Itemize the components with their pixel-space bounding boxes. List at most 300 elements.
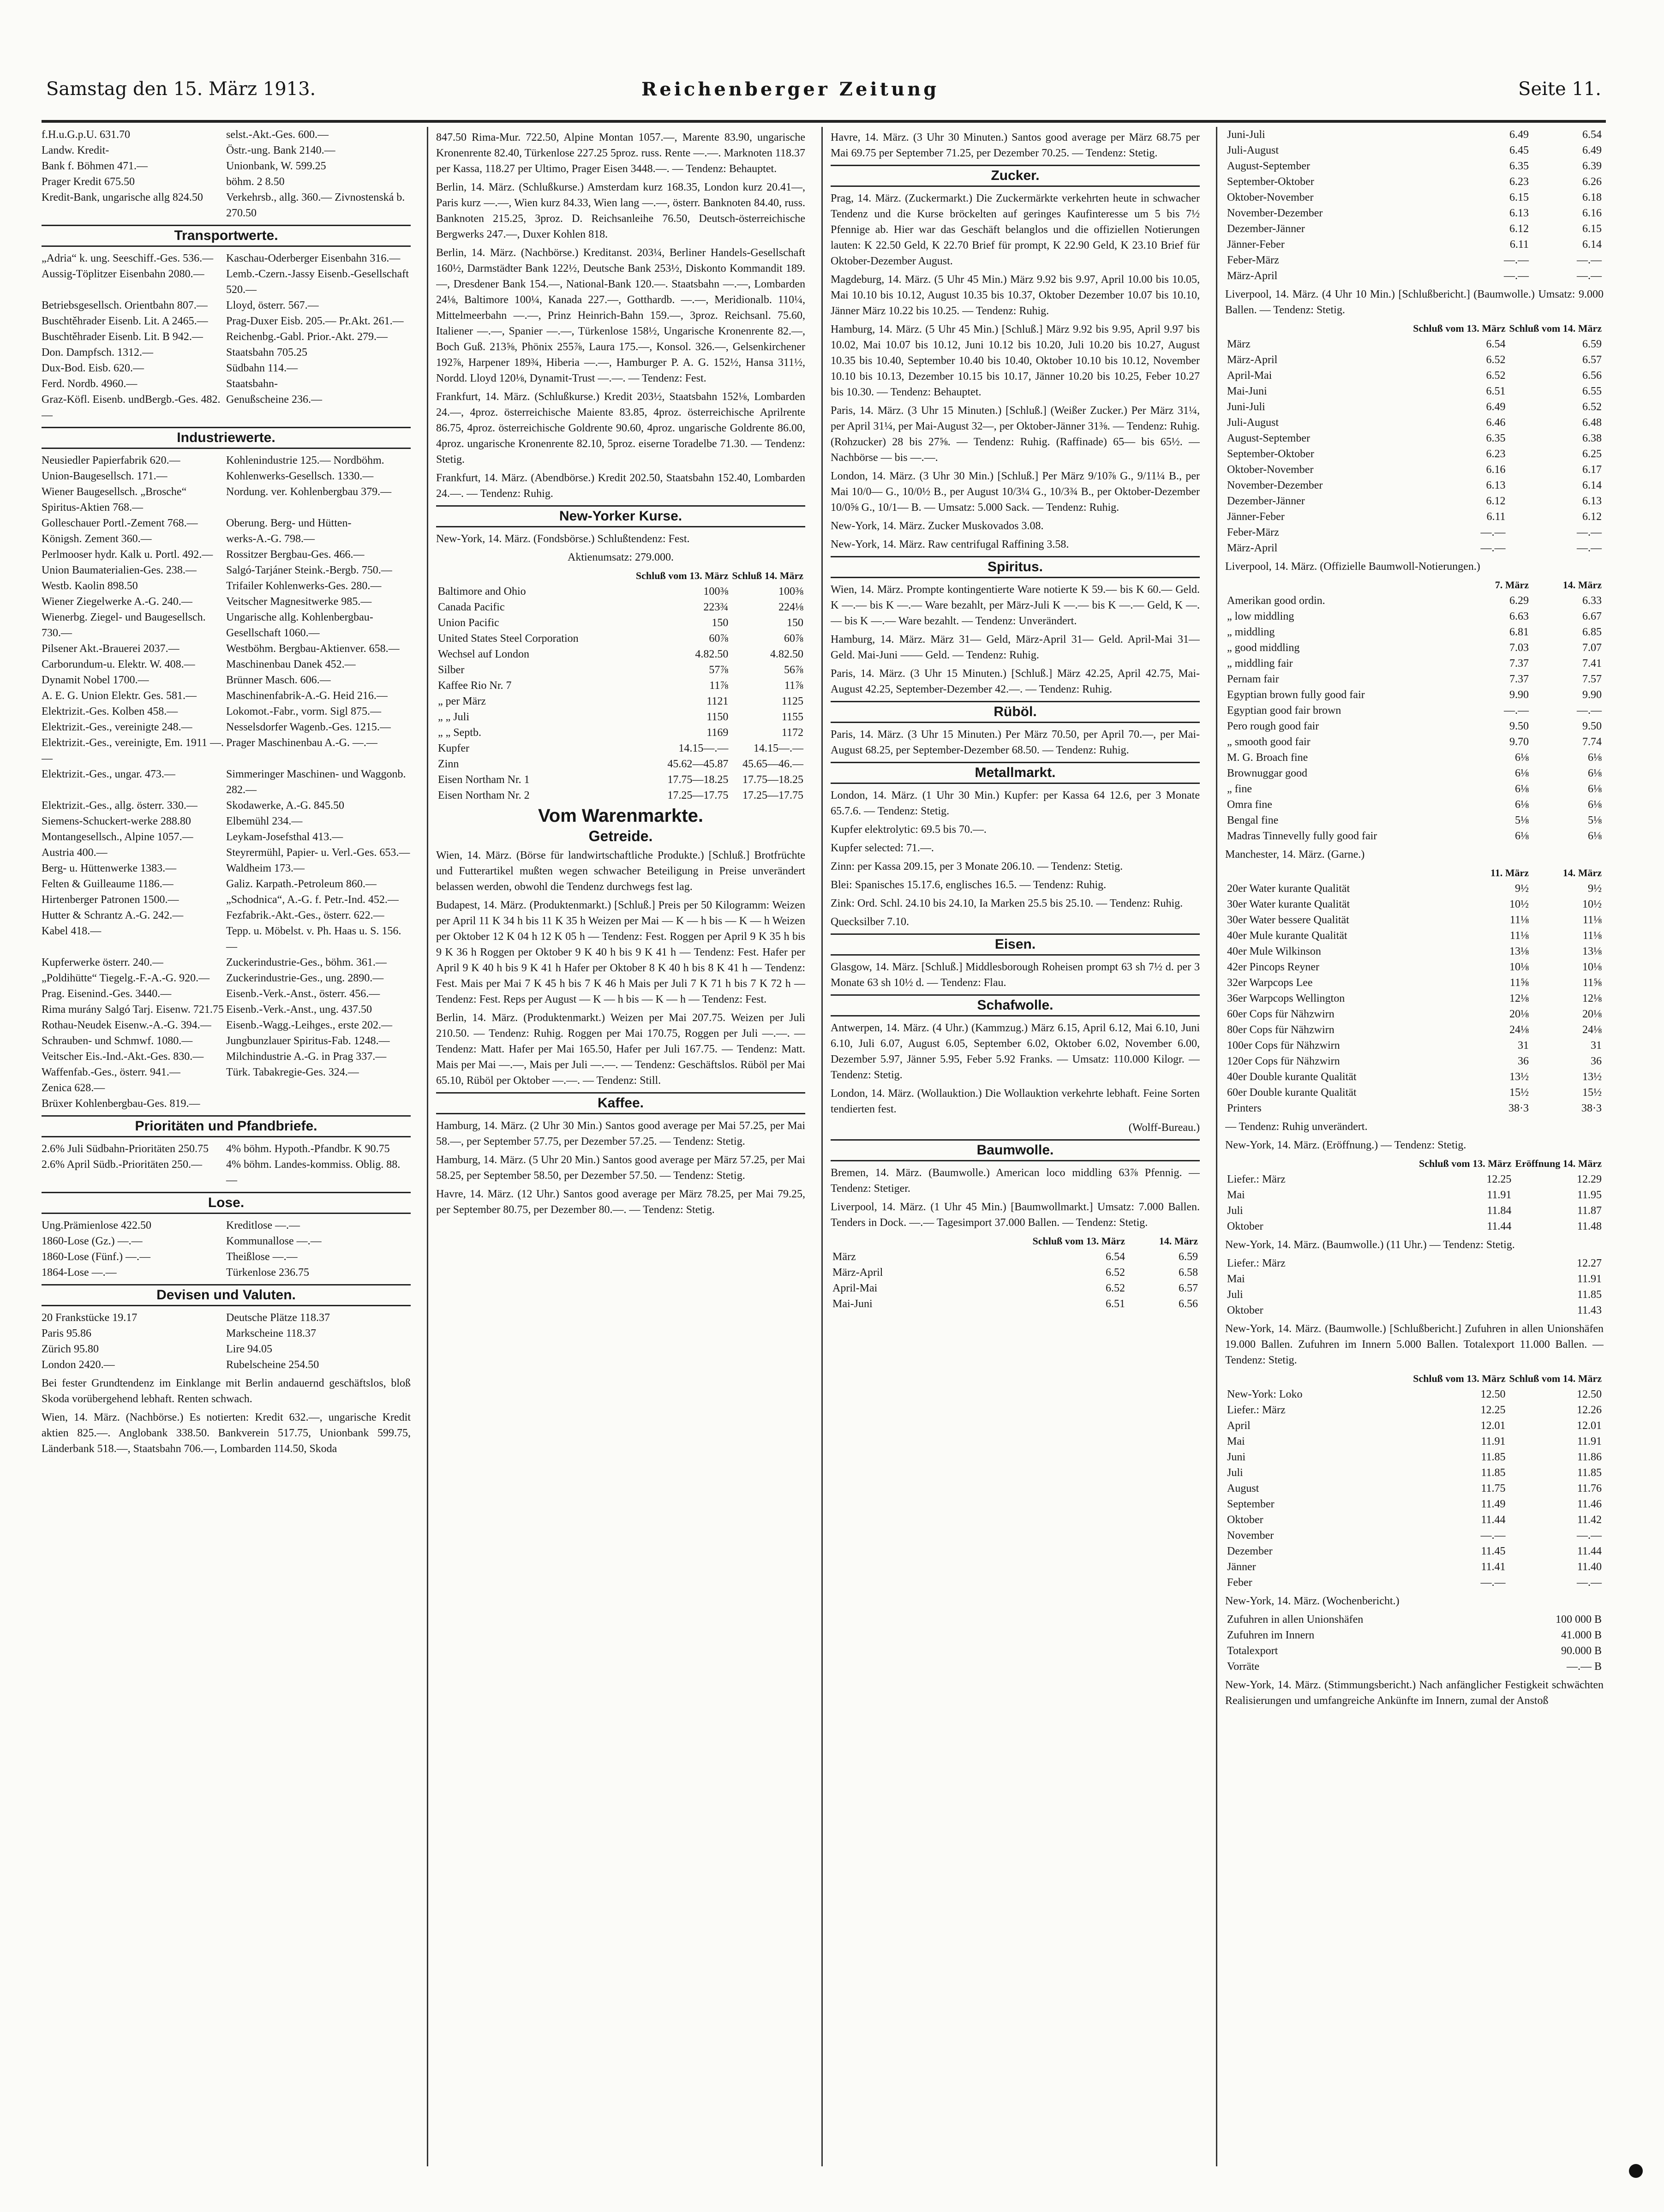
value-entry: Westb. Kaolin 898.50 <box>42 580 138 592</box>
table-cell: 12.29 <box>1577 1173 1602 1185</box>
liverpool-baumwolle: Liverpool, 14. März. (1 Uhr 45 Min.) [Baumwollmarkt.] Umsatz: 7.000 Ballen. Tenders in Dock. —.— Tagesimport 37.000 Ballen. — Tendenz: Stetig. <box>831 1201 1200 1229</box>
wien-getreide: Wien, 14. März. (Börse für landwirtschaftliche Produkte.) [Schluß.] Brotfrüchte und Futterartikel mußten wegen schwacher Beteiligung in Preise unverändert belassen werden, obwohl die Tendenz durchwegs fest lag. <box>436 849 805 893</box>
table-row <box>1225 734 1604 750</box>
kupfer-elektrolytic: Kupfer elektrolytic: 69.5 bis 70.—. <box>831 824 987 836</box>
table-row <box>1225 1449 1604 1465</box>
value-pair-row <box>42 610 411 641</box>
table-cell: 20er Water kurante Qualität <box>1227 883 1350 895</box>
devisen-list <box>42 1310 411 1373</box>
table-cell: Mai <box>1227 1189 1245 1201</box>
london-zucker: London, 14. März. (3 Uhr 30 Min.) [Schluß.] Per März 9/10⅞ G., 9/11¼ B., per Mai 10/0— G., 10/0½ B., per August 10/3¼ G., 10/3¾ B., per Oktober-Dezember 10/0⅝ G., 10/1— B. — Umsatz: 5.000 Sack. — Tendenz: Ruhig. <box>831 470 1200 514</box>
london-wollauktion: London, 14. März. (Wollauktion.) Die Wollauktion verkehrte lebhaft. Feine Sorten tendierten fest. <box>831 1088 1200 1115</box>
value-entry: Bank f. Böhmen 471.— <box>42 160 148 172</box>
value-entry: Theißlose —.— <box>226 1251 298 1263</box>
havre-kaffee-2: Havre, 14. März. (3 Uhr 30 Minuten.) Santos good average per März 68.75 per Mai 69.75 per September 71.25, per Dezember 70.25. — Tendenz: Stetig. <box>831 132 1200 159</box>
table-cell: 12.26 <box>1577 1404 1602 1416</box>
table-row <box>1225 430 1604 446</box>
table-cell: 45.62—45.87 <box>667 758 729 770</box>
table-row <box>831 1265 1200 1280</box>
table-row <box>1225 624 1604 640</box>
table-header-cell <box>436 568 634 584</box>
hamburg-kaffee-2: Hamburg, 14. März. (5 Uhr 20 Min.) Santos good average per März 57.25, per Mai 58.25, per September 58.50, per Dezember 57.50. — Tendenz: Stetig. <box>436 1154 805 1182</box>
table-cell: Juni-Juli <box>1227 401 1265 413</box>
value-entry: Prager Kredit 675.50 <box>42 176 135 188</box>
table-cell: 6.56 <box>1179 1298 1198 1310</box>
table-cell: Oktober <box>1227 1220 1263 1232</box>
table-row <box>1225 1006 1604 1022</box>
value-pair-row <box>42 845 411 861</box>
hamburg-kaffee-1: Hamburg, 14. März. (2 Uhr 30 Min.) Santos good average per Mai 57.25, per Mai 58.—, per September 57.75, per Dezember 57.25. — Tendenz: Stetig. <box>436 1120 805 1148</box>
table-cell: 6.13 <box>1509 207 1529 219</box>
value-pair-row <box>42 876 411 892</box>
value-entry: Veitscher Magnesitwerke 985.— <box>226 596 372 608</box>
table-cell: 120er Cops für Nähzwirn <box>1227 1055 1340 1067</box>
table-cell: 1172 <box>781 727 803 739</box>
table-header-row <box>1225 1156 1604 1172</box>
newyork-baumwolle-11: New-York, 14. März. (Baumwolle.) (11 Uhr.) — Tendenz: Stetig. <box>1225 1239 1515 1251</box>
value-entry: Lloyd, österr. 567.— <box>226 299 319 311</box>
value-entry: Kredit-Bank, ungarische allg 824.50 <box>42 191 203 203</box>
table-row <box>1225 143 1604 158</box>
value-pair-row <box>42 531 411 547</box>
value-pair-row <box>42 578 411 594</box>
table-row <box>1225 1481 1604 1496</box>
table-cell: 6.52 <box>1106 1267 1125 1279</box>
table-cell: —.— <box>1577 526 1602 538</box>
value-entry: Kupferwerke österr. 240.— <box>42 957 163 968</box>
table-cell: 100⅜ <box>778 586 803 598</box>
table-cell: 11.91 <box>1481 1435 1506 1447</box>
table-row <box>1225 525 1604 540</box>
value-pair-row <box>42 329 411 345</box>
table-cell: 6.51 <box>1486 385 1506 397</box>
table-row <box>1225 944 1604 959</box>
table-cell: Oktober-November <box>1227 191 1314 203</box>
table-row <box>436 646 805 662</box>
table-cell: Oktober <box>1227 1514 1263 1526</box>
value-entry: Tepp. u. Möbelst. v. Ph. Haas u. S. 156.— <box>226 925 401 953</box>
table-row <box>1225 383 1604 399</box>
table-row <box>1225 1100 1604 1116</box>
table-cell: 224⅛ <box>778 601 803 613</box>
value-pair-row <box>42 468 411 484</box>
value-entry: Golleschauer Portl.-Zement 768.— <box>42 517 198 529</box>
table-row <box>1225 336 1604 352</box>
value-entry: Ferd. Nordb. 4960.— <box>42 378 138 390</box>
table-row <box>1225 1387 1604 1402</box>
table-cell: 7.07 <box>1582 642 1602 654</box>
value-entry: werks-A.-G. 798.— <box>226 533 315 545</box>
glasgow-eisen: Glasgow, 14. März. [Schluß.] Middlesborough Roheisen prompt 63 sh 7½ d. per 3 Monate 63 sh 10½ d. — Tendenz: Flau. <box>831 961 1200 989</box>
newyork-kurse-table <box>436 568 805 803</box>
value-pair-row <box>42 158 411 174</box>
table-row <box>1225 1512 1604 1528</box>
table-cell: 7.37 <box>1509 673 1529 685</box>
table-cell: 7.74 <box>1582 736 1602 748</box>
table-header-cell: Eröffnung 14. März <box>1515 1158 1602 1169</box>
value-entry: Eisenb.-Verk.-Anst., österr. 456.— <box>226 988 380 1000</box>
table-cell: 38·3 <box>1508 1102 1529 1114</box>
value-entry: Südbahn 114.— <box>226 362 298 374</box>
value-entry: Kommunallose —.— <box>226 1235 322 1247</box>
table-cell: Oktober <box>1227 1304 1263 1316</box>
section-rueboel: Rüböl. <box>831 701 1200 723</box>
table-row <box>1225 415 1604 430</box>
value-entry: Dynamit Nobel 1700.— <box>42 674 149 686</box>
section-devisen: Devisen und Valuten. <box>42 1284 411 1306</box>
table-cell: —.— <box>1504 270 1529 282</box>
value-pair-row <box>42 798 411 813</box>
frankfurt-schluss: Frankfurt, 14. März. (Schlußkurse.) Kredit 203½, Staatsbahn 152⅛, Lombarden 24.—, 4proz. österreichische Maiente 83.85, 4proz. österreichische Aprilrente 86.75, 4proz. österreichische Goldrente 90.60, 4proz. ungarische Goldrente 86.00, 4proz. ungarische Kronenrente 82.10, 5proz. eiserne Toradelbe 71.30. — Tendenz: Stetig. <box>436 391 805 466</box>
table-cell: 6⅛ <box>1515 830 1529 842</box>
table-cell: 6.11 <box>1509 239 1529 251</box>
table-row <box>1225 881 1604 897</box>
table-row <box>436 584 805 599</box>
table-cell: 6⅛ <box>1515 767 1529 779</box>
newyork-11-table <box>1225 1255 1604 1318</box>
table-header-cell <box>1225 865 1458 881</box>
table-cell: 6.45 <box>1509 144 1529 156</box>
table-cell: 6.18 <box>1582 191 1602 203</box>
table-row <box>1225 1255 1604 1271</box>
table-cell: 6.56 <box>1582 370 1602 382</box>
table-cell: „ fine <box>1227 783 1252 795</box>
berlin-schluss: Berlin, 14. März. (Schlußkurse.) Amsterdam kurz 168.35, London kurz 20.41—, Paris kurz —.—, Wien kurz 84.33, Wien lang —.—, österr. Banknoten 84.40, russ. Banknoten 215.25, 3proz. D. Reichsanleihe 76.50, Deutsch-österreichische Bergwerks 247.—, Duxer Kohlen 818. <box>436 181 805 240</box>
value-entry: 2.6% Juli Südbahn-Prioritäten 250.75 <box>42 1143 209 1155</box>
table-row <box>1225 897 1604 912</box>
table-row <box>1225 1543 1604 1559</box>
value-pair-row <box>42 923 411 955</box>
table-cell: 31 <box>1518 1040 1529 1052</box>
table-cell: 6⅛ <box>1588 830 1602 842</box>
table-cell: —.— <box>1504 705 1529 717</box>
table-row <box>1225 975 1604 991</box>
table-row <box>1225 703 1604 718</box>
table-cell: „ low middling <box>1227 610 1294 622</box>
table-cell: 20⅛ <box>1509 1008 1529 1020</box>
value-entry: Zuckerindustrie-Ges., ung. 2890.— <box>226 972 384 984</box>
value-entry: Elektrizit.-Ges., allg. österr. 330.— <box>42 800 198 812</box>
value-entry: London 2420.— <box>42 1359 115 1371</box>
value-entry: Dux-Bod. Eisb. 620.— <box>42 362 144 374</box>
table-cell: —.— <box>1504 254 1529 266</box>
value-entry: Prag. Eisenind.-Ges. 3440.— <box>42 988 172 1000</box>
table-cell: Pernam fair <box>1227 673 1279 685</box>
budapest-getreide: Budapest, 14. März. (Produktenmarkt.) [Schluß.] Preis per 50 Kilogramm: Weizen per April 11 K 34 h bis 11 K 35 h Weizen per Mai — K — h bis — K — h Weizen per Oktober 12 K 04 h 12 K 05 h — Tendenz: Fest. Roggen per April 9 K 35 h bis 9 K 36 h Roggen per Oktober 9 K 40 h bis 9 K 41 h — Tendenz: Fest. Hafer per April 9 K 40 h bis 9 K 41 h Hafer per Oktober 8 K 40 h bis 8 K 41 h — Tendenz: Fest. Mais per Mai 7 K 45 h bis 7 K 46 h Mais per Juli 7 K 71 h bis 7 K 72 h — Tendenz: Fest. Reps per August — K — h bis — K — h — Tendenz: Fest. <box>436 899 805 1005</box>
value-entry: Genußscheine 236.— <box>226 394 322 406</box>
table-row <box>1225 509 1604 525</box>
table-cell: 40er Mule Wilkinson <box>1227 945 1321 957</box>
london-kupfer: London, 14. März. (1 Uhr 30 Min.) Kupfer: per Kassa 64 12.6, per 3 Monate 65.7.6. — Tendenz: Stetig. <box>831 789 1200 817</box>
zink: Zink: Ord. Schl. 24.10 bis 24.10, Ia Marken 25.5 bis 25.10. — Tendenz: Ruhig. <box>831 897 1183 909</box>
value-pair-row <box>42 719 411 735</box>
paris-zucker: Paris, 14. März. (3 Uhr 15 Minuten.) [Schluß.] (Weißer Zucker.) Per März 31¼, per April 31¼, per Mai-August 32—, per Oktober-Jänner 31⅜. — Tendenz: Ruhig. (Rohzucker) 28 bis 27⅝. — Tendenz: Ruhig. (Raffinade) 65— bis 65½. — Nachbörse — bis —.—. <box>831 405 1200 464</box>
table-cell: —.— <box>1577 705 1602 717</box>
table-cell: 6.49 <box>1486 401 1506 413</box>
newyork-wochenbericht: New-York, 14. März. (Wochenbericht.) <box>1225 1595 1400 1607</box>
table-header-cell: Schluß vom 13. März <box>1413 323 1506 334</box>
table-cell: —.— <box>1577 270 1602 282</box>
value-entry: Veitscher Eis.-Ind.-Akt.-Ges. 830.— <box>42 1051 204 1063</box>
table-cell: 30er Water kurante Qualität <box>1227 898 1350 910</box>
value-entry: Kohlenwerks-Gesellsch. 1330.— <box>226 470 374 482</box>
value-pair-row <box>42 735 411 766</box>
value-entry: Trifailer Kohlenwerks-Ges. 280.— <box>226 580 382 592</box>
table-cell: 6.54 <box>1106 1251 1125 1263</box>
table-row <box>1225 928 1604 944</box>
value-pair-row <box>42 1033 411 1049</box>
value-pair-row <box>42 190 411 221</box>
table-cell: —.— B <box>1566 1661 1602 1673</box>
table-cell: 11.41 <box>1481 1561 1506 1573</box>
table-cell: 11.85 <box>1481 1467 1506 1479</box>
value-entry: Elektrizit.-Ges., vereinigte, Em. 1911 —.— <box>42 737 224 765</box>
table-cell: 11.86 <box>1577 1451 1602 1463</box>
value-entry: Königsh. Zement 360.— <box>42 533 152 545</box>
value-entry: Lire 94.05 <box>226 1343 272 1355</box>
newyork-eroeffnung: New-York, 14. März. (Eröffnung.) — Tendenz: Stetig. <box>1225 1139 1466 1151</box>
table-cell: 11.85 <box>1481 1451 1506 1463</box>
table-cell: Juni-Juli <box>1227 129 1265 141</box>
table-row <box>1225 1612 1604 1627</box>
value-entry: Lokomot.-Fabr., vorm. Sigl 875.— <box>226 705 381 717</box>
table-row <box>1225 493 1604 509</box>
table-cell: September <box>1227 1498 1275 1510</box>
bremen-baumwolle: Bremen, 14. März. (Baumwolle.) American loco middling 63⅞ Pfennig. — Tendenz: Stetiger. <box>831 1167 1200 1195</box>
table-cell: 7.57 <box>1582 673 1602 685</box>
page-number: Seite 11. <box>1518 78 1601 100</box>
table-cell: Mai-Juni <box>832 1298 873 1310</box>
liverpool-table-cont <box>1225 127 1604 284</box>
table-cell: 150 <box>787 617 803 629</box>
value-pair-row <box>42 1249 411 1265</box>
table-cell: Totalexport <box>1227 1645 1278 1657</box>
value-entry: Salgó-Tarjáner Steink.-Bergb. 750.— <box>226 564 392 576</box>
table-cell: 90.000 B <box>1561 1645 1602 1657</box>
wien-spiritus: Wien, 14. März. Prompte kontingentierte Ware notierte K 59.— bis K 60.— Geld. K —.— bis K —.— Ware bezahlt, per März-Juli K —.— bis K —.— Geld, K —.— bis K —.— Ware bezahlt. — Tendenz: Unverändert. <box>831 584 1200 627</box>
table-row <box>1225 237 1604 252</box>
table-row <box>436 631 805 646</box>
table-header-cell <box>1225 321 1411 336</box>
value-entry: Unionbank, W. 599.25 <box>226 160 326 172</box>
value-entry: Waldheim 173.— <box>226 862 305 874</box>
value-entry: Brünner Masch. 606.— <box>226 674 331 686</box>
blei: Blei: Spanisches 15.17.6, englisches 16.5. — Tendenz: Ruhig. <box>831 879 1107 891</box>
section-kaffee: Kaffee. <box>436 1092 805 1114</box>
table-cell: 17.75—18.25 <box>667 774 729 786</box>
table-cell: 6.54 <box>1486 338 1506 350</box>
table-cell: New-York: Loko <box>1227 1388 1303 1400</box>
value-entry: Wienerbg. Ziegel- und Baugesellsch. 730.— <box>42 611 206 639</box>
value-entry: 1860-Lose (Fünf.) —.— <box>42 1251 150 1263</box>
value-entry: Kreditlose —.— <box>226 1220 300 1232</box>
table-cell: 100 000 B <box>1555 1614 1602 1626</box>
value-pair-row <box>42 1157 411 1188</box>
table-cell: 5⅛ <box>1588 814 1602 826</box>
table-cell: 6.48 <box>1582 417 1602 429</box>
section-newyork-kurse: New-Yorker Kurse. <box>436 505 805 527</box>
table-cell: United States Steel Corporation <box>438 633 579 645</box>
table-cell: 14.15—.— <box>678 742 729 754</box>
transport-values-list <box>42 251 411 423</box>
table-cell: August-September <box>1227 432 1310 444</box>
value-pair-row <box>42 1310 411 1326</box>
table-cell: —.— <box>1577 254 1602 266</box>
table-cell: 17.25—17.75 <box>742 789 803 801</box>
table-cell: Bengal fine <box>1227 814 1279 826</box>
table-cell: Juni <box>1227 1451 1246 1463</box>
liverpool-table <box>831 1233 1200 1312</box>
value-entry: Maschinenbau Danek 452.— <box>226 658 356 670</box>
table-cell: 9.50 <box>1582 720 1602 732</box>
table-cell: 45.65—46.— <box>742 758 803 770</box>
table-row <box>1225 1203 1604 1219</box>
value-pair-row <box>42 484 411 515</box>
table-cell: November <box>1227 1530 1274 1542</box>
table-row <box>1225 252 1604 268</box>
table-row <box>436 615 805 631</box>
section-spiritus: Spiritus. <box>831 556 1200 578</box>
table-cell: Mai-Juni <box>1227 385 1267 397</box>
table-cell: 80er Cops für Nähzwirn <box>1227 1024 1335 1036</box>
table-cell: 15½ <box>1509 1087 1529 1099</box>
table-row <box>1225 190 1604 205</box>
manchester-garne: Manchester, 14. März. (Garne.) <box>1225 849 1365 861</box>
table-row <box>1225 127 1604 143</box>
value-entry: Siemens-Schuckert-werke 288.80 <box>42 815 191 827</box>
lose-list <box>42 1218 411 1280</box>
table-row <box>1225 1575 1604 1590</box>
table-header-cell: Schluß vom 14. März <box>1509 1373 1602 1384</box>
table-row <box>1225 1172 1604 1187</box>
table-cell: 6.67 <box>1582 610 1602 622</box>
table-cell: —.— <box>1480 1577 1506 1589</box>
table-cell: Vorräte <box>1227 1661 1260 1673</box>
value-entry: Ung.Prämienlose 422.50 <box>42 1220 151 1232</box>
value-pair-row <box>42 1357 411 1373</box>
liverpool-schluss-table <box>1225 321 1604 556</box>
table-cell: Juli <box>1227 1467 1243 1479</box>
table-cell: 11.49 <box>1481 1498 1506 1510</box>
table-cell: Liefer.: März <box>1227 1404 1286 1416</box>
value-pair-row <box>42 1265 411 1280</box>
table-cell: 223¾ <box>703 601 729 613</box>
table-cell: 6.58 <box>1179 1267 1198 1279</box>
column-4 <box>1225 127 1604 2166</box>
value-entry: Union Baumaterialien-Ges. 238.— <box>42 564 197 576</box>
table-row <box>831 1296 1200 1312</box>
bank-values-list <box>42 127 411 221</box>
table-row <box>1225 828 1604 844</box>
table-row <box>1225 1038 1604 1053</box>
table-cell: 11.44 <box>1481 1514 1506 1526</box>
table-cell: Brownuggar good <box>1227 767 1307 779</box>
column-rule <box>427 127 428 2166</box>
wien-report-cont: 847.50 Rima-Mur. 722.50, Alpine Montan 1057.—, Marente 83.90, ungarische Kronenrente 82.40, Türkenlose 227.25 5proz. russ. Rente —.—. Marknoten 118.37 per Kassa, 118.27 per Ultimo, Prager Eisen 3448.—. — Tendenz: Behauptet. <box>436 132 805 175</box>
table-cell: 42er Pincops Reyner <box>1227 961 1319 973</box>
table-cell: 6.29 <box>1509 595 1529 607</box>
table-row <box>1225 399 1604 415</box>
table-row <box>436 678 805 693</box>
newyork-schluss-table <box>1225 1371 1604 1590</box>
value-entry: Buschtěhrader Eisenb. Lit. B 942.— <box>42 331 203 343</box>
table-header-row <box>1225 321 1604 336</box>
table-cell: 12.27 <box>1577 1257 1602 1269</box>
table-cell: 13½ <box>1509 1071 1529 1083</box>
table-cell: 6⅛ <box>1588 783 1602 795</box>
table-cell: 12.50 <box>1577 1388 1602 1400</box>
table-cell: 60er Cops für Nähzwirn <box>1227 1008 1335 1020</box>
table-cell: Canada Pacific <box>438 601 505 613</box>
table-row <box>1225 959 1604 975</box>
table-row <box>1225 352 1604 368</box>
table-row <box>831 1249 1200 1265</box>
table-cell: 6.49 <box>1582 144 1602 156</box>
value-entry: Reichenbg.-Gabl. Prior.-Akt. 279.— <box>226 331 388 343</box>
table-row <box>831 1280 1200 1296</box>
table-cell: 31 <box>1591 1040 1602 1052</box>
table-cell: 6.15 <box>1509 191 1529 203</box>
table-cell: „ „ Juli <box>438 711 469 723</box>
table-cell: Madras Tinnevelly fully good fair <box>1227 830 1377 842</box>
table-cell: 100⅜ <box>703 586 729 598</box>
table-row <box>1225 1496 1604 1512</box>
value-entry: Lemb.-Czern.-Jassy Eisenb.-Gesellschaft 520.— <box>226 268 409 296</box>
value-entry: Prag-Duxer Eisb. 205.— Pr.Akt. 261.— <box>226 315 404 327</box>
value-entry: Elektrizit.-Ges. Kolben 458.— <box>42 705 178 717</box>
table-cell: März-April <box>1227 354 1278 366</box>
table-cell: Dezember <box>1227 1545 1273 1557</box>
table-row <box>1225 1219 1604 1234</box>
table-cell: September-Oktober <box>1227 176 1314 188</box>
value-entry: Verkehrsb., allg. 360.— Zivnostenská b. 270.50 <box>226 191 405 219</box>
table-cell: Silber <box>438 664 465 676</box>
table-cell: 6.26 <box>1582 176 1602 188</box>
table-row <box>1225 1465 1604 1481</box>
value-pair-row <box>42 829 411 845</box>
table-cell: Pero rough good fair <box>1227 720 1319 732</box>
table-cell: 1155 <box>781 711 803 723</box>
table-cell: 9.70 <box>1509 736 1529 748</box>
table-cell: 6.49 <box>1509 129 1529 141</box>
table-cell: April <box>1227 1420 1251 1432</box>
table-cell: 9½ <box>1515 883 1529 895</box>
value-entry: Jungbunzlauer Spiritus-Fab. 1248.— <box>226 1035 390 1047</box>
table-cell: 6.11 <box>1486 511 1506 523</box>
value-entry: 4% böhm. Hypoth.-Pfandbr. K 90.75 <box>226 1143 390 1155</box>
value-entry <box>226 1080 411 1096</box>
table-cell: Kupfer <box>438 742 469 754</box>
table-header-cell: Schluß 14. März <box>732 570 803 581</box>
table-cell: 36 <box>1518 1055 1529 1067</box>
value-entry: Staatsbahn- <box>226 378 278 390</box>
section-lose: Lose. <box>42 1192 411 1214</box>
table-header-cell: Schluß vom 14. März <box>1509 323 1602 334</box>
table-header-cell: Schluß vom 13. März <box>1419 1158 1512 1169</box>
table-cell: 6.54 <box>1582 129 1602 141</box>
table-cell: 6.14 <box>1582 479 1602 491</box>
value-pair-row <box>42 174 411 190</box>
value-pair-row <box>42 672 411 688</box>
value-entry: Union-Baugesellsch. 171.— <box>42 470 168 482</box>
table-header-cell: 11. März <box>1490 867 1529 879</box>
value-entry: 1860-Lose (Gz.) —.— <box>42 1235 143 1247</box>
value-entry: böhm. 2 8.50 <box>226 176 285 188</box>
value-entry: Zürich 95.80 <box>42 1343 99 1355</box>
table-cell: 7.03 <box>1509 642 1529 654</box>
value-pair-row <box>42 813 411 829</box>
table-cell: 32er Warpcops Lee <box>1227 977 1313 989</box>
